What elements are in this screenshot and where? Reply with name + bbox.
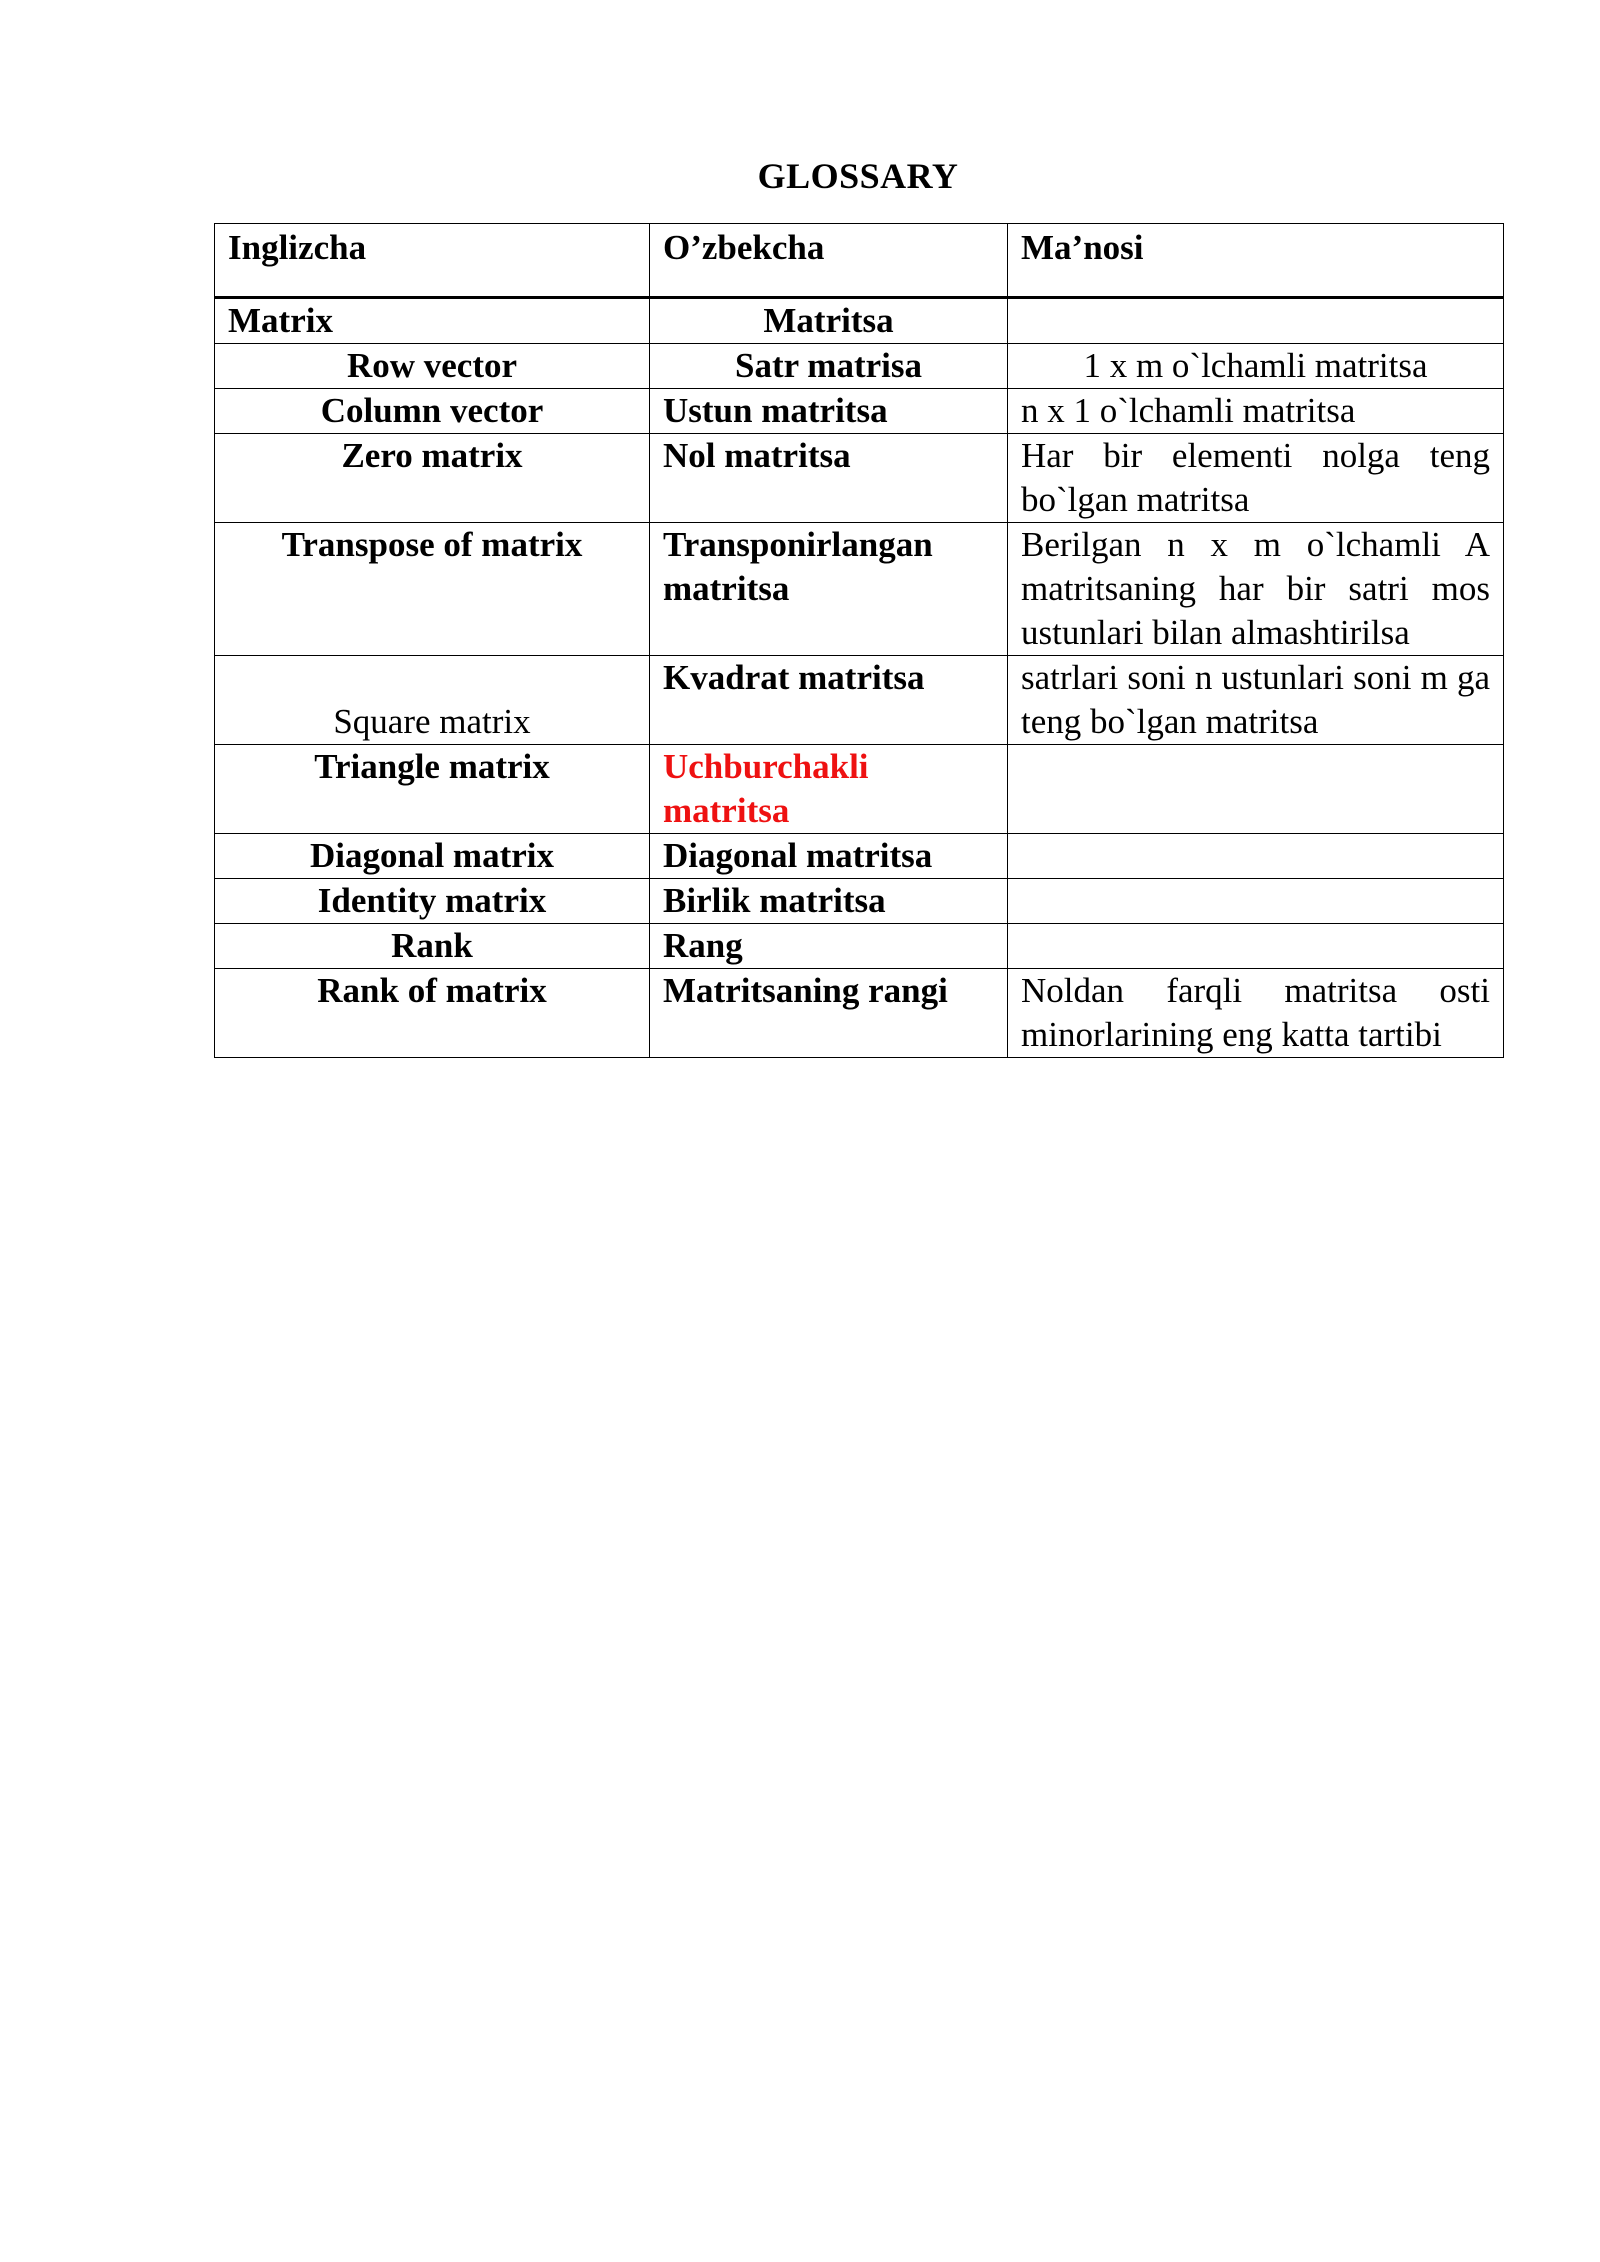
term-english: Diagonal matrix [215, 834, 650, 879]
table-header-row [215, 224, 1504, 298]
term-english: Square matrix [215, 656, 650, 745]
term-uzbek: Satr matrisa [650, 344, 1008, 389]
term-english: Identity matrix [215, 879, 650, 924]
term-english: Rank of matrix [215, 969, 650, 1058]
table-row [215, 344, 1504, 389]
term-uzbek: Matritsaning rangi [650, 969, 1008, 1058]
term-uzbek: Rang [650, 924, 1008, 969]
term-uzbek: Nol matritsa [650, 434, 1008, 523]
header-meaning: Ma’nosi [1008, 224, 1504, 298]
term-definition [1008, 745, 1504, 834]
table-row [215, 523, 1504, 656]
term-definition [1008, 879, 1504, 924]
table-row [215, 656, 1504, 745]
table-row [215, 389, 1504, 434]
glossary-table [214, 223, 1504, 1058]
term-uzbek: Ustun matritsa [650, 389, 1008, 434]
term-uzbek: Kvadrat matritsa [650, 656, 1008, 745]
term-definition: Har bir elementi nolga teng bo`lgan matritsa [1008, 434, 1504, 523]
term-definition [1008, 834, 1504, 879]
header-uzbek: O’zbekcha [650, 224, 1008, 298]
term-definition: satrlari soni n ustunlari soni m ga teng bo`lgan matritsa [1008, 656, 1504, 745]
term-uzbek: Uchburchakli matritsa [650, 745, 1008, 834]
term-english: Transpose of matrix [215, 523, 650, 656]
term-uzbek: Transponirlangan matritsa [650, 523, 1008, 656]
table-row [215, 434, 1504, 523]
term-english: Matrix [215, 298, 650, 344]
term-definition: n x 1 o`lchamli matritsa [1008, 389, 1504, 434]
header-english: Inglizcha [215, 224, 650, 298]
term-english: Column vector [215, 389, 650, 434]
term-english: Zero matrix [215, 434, 650, 523]
term-definition: 1 x m o`lchamli matritsa [1008, 344, 1504, 389]
table-row [215, 298, 1504, 344]
term-definition: Noldan farqli matritsa osti minorlarining eng katta tartibi [1008, 969, 1504, 1058]
table-row [215, 879, 1504, 924]
term-english: Row vector [215, 344, 650, 389]
term-uzbek: Matritsa [650, 298, 1008, 344]
table-row [215, 924, 1504, 969]
document-title: GLOSSARY [757, 156, 959, 196]
term-definition [1008, 298, 1504, 344]
term-english: Rank [215, 924, 650, 969]
term-english: Triangle matrix [215, 745, 650, 834]
term-definition: Berilgan n x m o`lchamli A matritsaning har bir satri mos ustunlari bilan almashtirilsa [1008, 523, 1504, 656]
term-uzbek: Diagonal matritsa [650, 834, 1008, 879]
table-row [215, 834, 1504, 879]
table-row [215, 969, 1504, 1058]
table-row [215, 745, 1504, 834]
term-uzbek: Birlik matritsa [650, 879, 1008, 924]
term-definition [1008, 924, 1504, 969]
